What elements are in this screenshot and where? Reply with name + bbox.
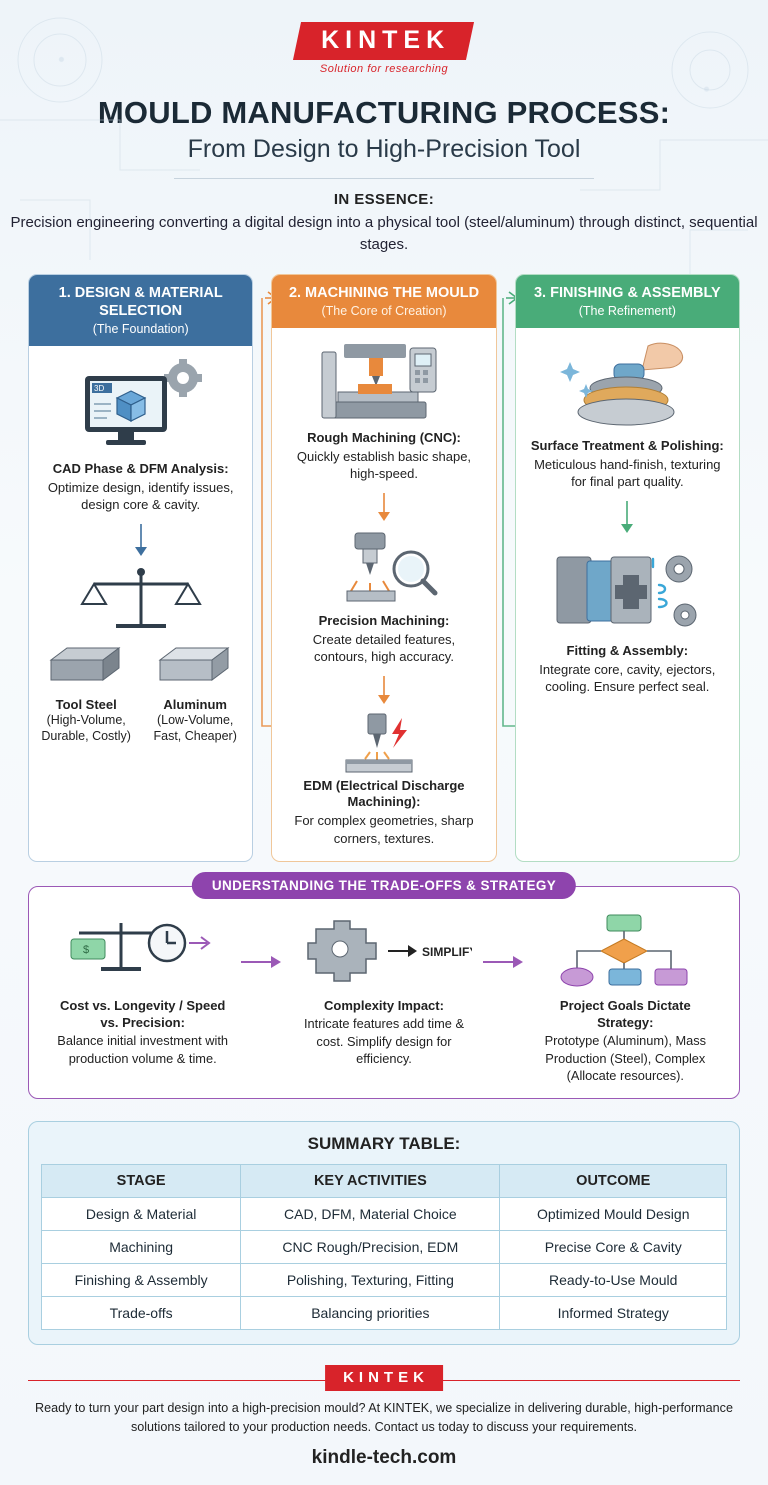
- arrow-down-icon: [133, 524, 149, 558]
- stage-1-title: 1. DESIGN & MATERIAL SELECTION: [58, 284, 223, 319]
- table-header-outcome: OUTCOME: [500, 1165, 727, 1198]
- stage-card-1: [28, 274, 253, 863]
- table-cell: Trade-offs: [42, 1297, 241, 1330]
- table-cell: Finishing & Assembly: [42, 1264, 241, 1297]
- summary-table: [41, 1164, 727, 1330]
- table-cell: Design & Material: [42, 1198, 241, 1231]
- table-cell: Ready-to-Use Mould: [500, 1264, 727, 1297]
- materials-row: [39, 642, 243, 745]
- flowchart-strategy-icon: [555, 913, 695, 987]
- tradeoff-2-text: Intricate features add time & cost. Simplify design for efficiency.: [303, 1016, 465, 1066]
- table-row: [42, 1198, 727, 1231]
- aluminum-block-icon: [154, 642, 236, 688]
- essence-text: Precision engineering converting a digital design into a physical tool (steel/aluminum) through distinct, sequential stages.: [10, 214, 758, 253]
- divider: [174, 178, 594, 179]
- tradeoffs-badge: UNDERSTANDING THE TRADE-OFFS & STRATEGY: [192, 872, 576, 899]
- stage-2-step-1-text: Quickly establish basic shape, high-speed.: [296, 448, 472, 482]
- table-cell: Precise Core & Cavity: [500, 1231, 727, 1264]
- stages-section: [0, 256, 768, 863]
- footer-logo: [325, 1365, 443, 1391]
- table-cell: Informed Strategy: [500, 1297, 727, 1330]
- tradeoff-2-title: Complexity Impact:: [324, 998, 444, 1014]
- stage-2-title: 2. MACHINING THE MOULD: [288, 284, 480, 301]
- complex-part-icon: [296, 913, 472, 987]
- stage-2-step-2-title: Precision Machining:: [318, 612, 450, 628]
- cnc-machine-icon: [314, 338, 454, 430]
- svg-text:$: $: [82, 944, 89, 957]
- tradeoffs-section: [28, 878, 740, 1099]
- stage-3-step-1-title: Surface Treatment & Polishing:: [530, 437, 724, 453]
- tradeoff-3-text: Prototype (Aluminum), Mass Production (Steel), Complex (Allocate resources).: [544, 1033, 707, 1083]
- tradeoff-item-1: [45, 913, 240, 1066]
- essence-label: IN ESSENCE:: [333, 191, 435, 208]
- balance-scale-icon: [76, 564, 206, 642]
- footer-website[interactable]: kindle-tech.com: [311, 1446, 457, 1468]
- stage-3-subtitle: (The Refinement): [578, 303, 676, 318]
- tradeoff-1-title: Cost vs. Longevity / Speed vs. Precision:: [59, 998, 226, 1031]
- page-subtitle: From Design to High-Precision Tool: [187, 135, 581, 163]
- page-title: MOULD MANUFACTURING PROCESS:: [97, 95, 671, 130]
- stage-1-step-1-text: Optimize design, identify issues, design core & cavity.: [47, 479, 234, 513]
- stage-2-header: [272, 275, 495, 328]
- footer-text: Ready to turn your part design into a high-precision mould? At KINTEK, we specialize in delivering durable, high-performance solutions tailored to your production needs. Contact us today to discuss your requirements.: [35, 1401, 733, 1434]
- arrow-down-icon: [376, 493, 392, 523]
- stage-card-3: [515, 274, 740, 863]
- stage-2-step-3-title: EDM (Electrical Discharge Machining):: [303, 777, 465, 810]
- summary-section: [28, 1121, 740, 1345]
- tradeoff-arrow-2: [482, 913, 528, 969]
- scale-money-clock-icon: [63, 913, 223, 987]
- logo-text: KINTEK: [321, 26, 451, 54]
- material-1-name: Tool Steel: [55, 696, 117, 712]
- table-cell: CNC Rough/Precision, EDM: [241, 1231, 500, 1264]
- material-1-desc: (High-Volume, Durable, Costly): [41, 712, 131, 743]
- summary-title: SUMMARY TABLE:: [307, 1134, 461, 1154]
- stage-3-title: 3. FINISHING & ASSEMBLY: [533, 284, 721, 301]
- stage-1-subtitle: (The Foundation): [92, 321, 189, 336]
- table-header-stage: STAGE: [42, 1165, 241, 1198]
- steel-block-icon: [45, 642, 127, 688]
- brand-logo: [0, 0, 768, 75]
- table-cell: CAD, DFM, Material Choice: [241, 1198, 500, 1231]
- stage-2-step-3-text: For complex geometries, sharp corners, textures.: [294, 813, 474, 846]
- arrow-down-icon: [376, 676, 392, 706]
- table-row: [42, 1264, 727, 1297]
- essence-block: [0, 191, 768, 256]
- footer-logo-text: KINTEK: [343, 1369, 429, 1387]
- footer-rule: [28, 1365, 740, 1395]
- stage-3-header: [516, 275, 739, 328]
- cad-monitor-gear-icon: [71, 356, 211, 461]
- stage-3-step-2-text: Integrate core, cavity, ejectors, cooling. Ensure perfect seal.: [539, 661, 716, 695]
- stage-2-subtitle: (The Core of Creation): [321, 303, 447, 318]
- edm-spark-icon: [324, 712, 444, 778]
- material-2-desc: (Low-Volume, Fast, Cheaper): [153, 712, 237, 743]
- hand-polishing-icon: [552, 338, 702, 438]
- tradeoff-1-text: Balance initial investment with production volume & time.: [57, 1033, 229, 1066]
- precision-drill-magnifier-icon: [319, 529, 449, 613]
- tradeoff-arrow-1: [240, 913, 286, 969]
- stage-card-2: [271, 274, 496, 863]
- table-header-row: [42, 1165, 727, 1198]
- footer: [0, 1365, 768, 1485]
- material-aluminum: [148, 642, 243, 745]
- stage-1-step-1-title: CAD Phase & DFM Analysis:: [52, 460, 229, 476]
- table-cell: Balancing priorities: [241, 1297, 500, 1330]
- material-2-name: Aluminum: [163, 696, 227, 712]
- stage-3-step-1-text: Meticulous hand-finish, texturing for final part quality.: [534, 456, 721, 490]
- table-cell: Machining: [42, 1231, 241, 1264]
- tradeoff-item-2: [286, 913, 481, 1067]
- tradeoff-item-3: [528, 913, 723, 1084]
- mould-assembly-icon: [547, 541, 707, 643]
- logo-badge: [293, 22, 474, 60]
- svg-text:3D: 3D: [93, 383, 104, 393]
- material-tool-steel: [39, 642, 134, 745]
- svg-text:SIMPLIFY: SIMPLIFY: [421, 945, 472, 960]
- stage-2-step-1-title: Rough Machining (CNC):: [307, 429, 461, 445]
- table-header-activities: KEY ACTIVITIES: [241, 1165, 500, 1198]
- stage-1-header: [29, 275, 252, 346]
- table-cell: Polishing, Texturing, Fitting: [241, 1264, 500, 1297]
- table-cell: Optimized Mould Design: [500, 1198, 727, 1231]
- stage-2-step-2-text: Create detailed features, contours, high accuracy.: [312, 631, 456, 665]
- table-row: [42, 1297, 727, 1330]
- tradeoff-3-title: Project Goals Dictate Strategy:: [559, 998, 691, 1031]
- logo-tagline: Solution for researching: [319, 63, 449, 75]
- stage-3-step-2-title: Fitting & Assembly:: [566, 642, 689, 658]
- stage-columns: [0, 256, 768, 863]
- arrow-down-icon: [619, 501, 635, 535]
- table-row: [42, 1231, 727, 1264]
